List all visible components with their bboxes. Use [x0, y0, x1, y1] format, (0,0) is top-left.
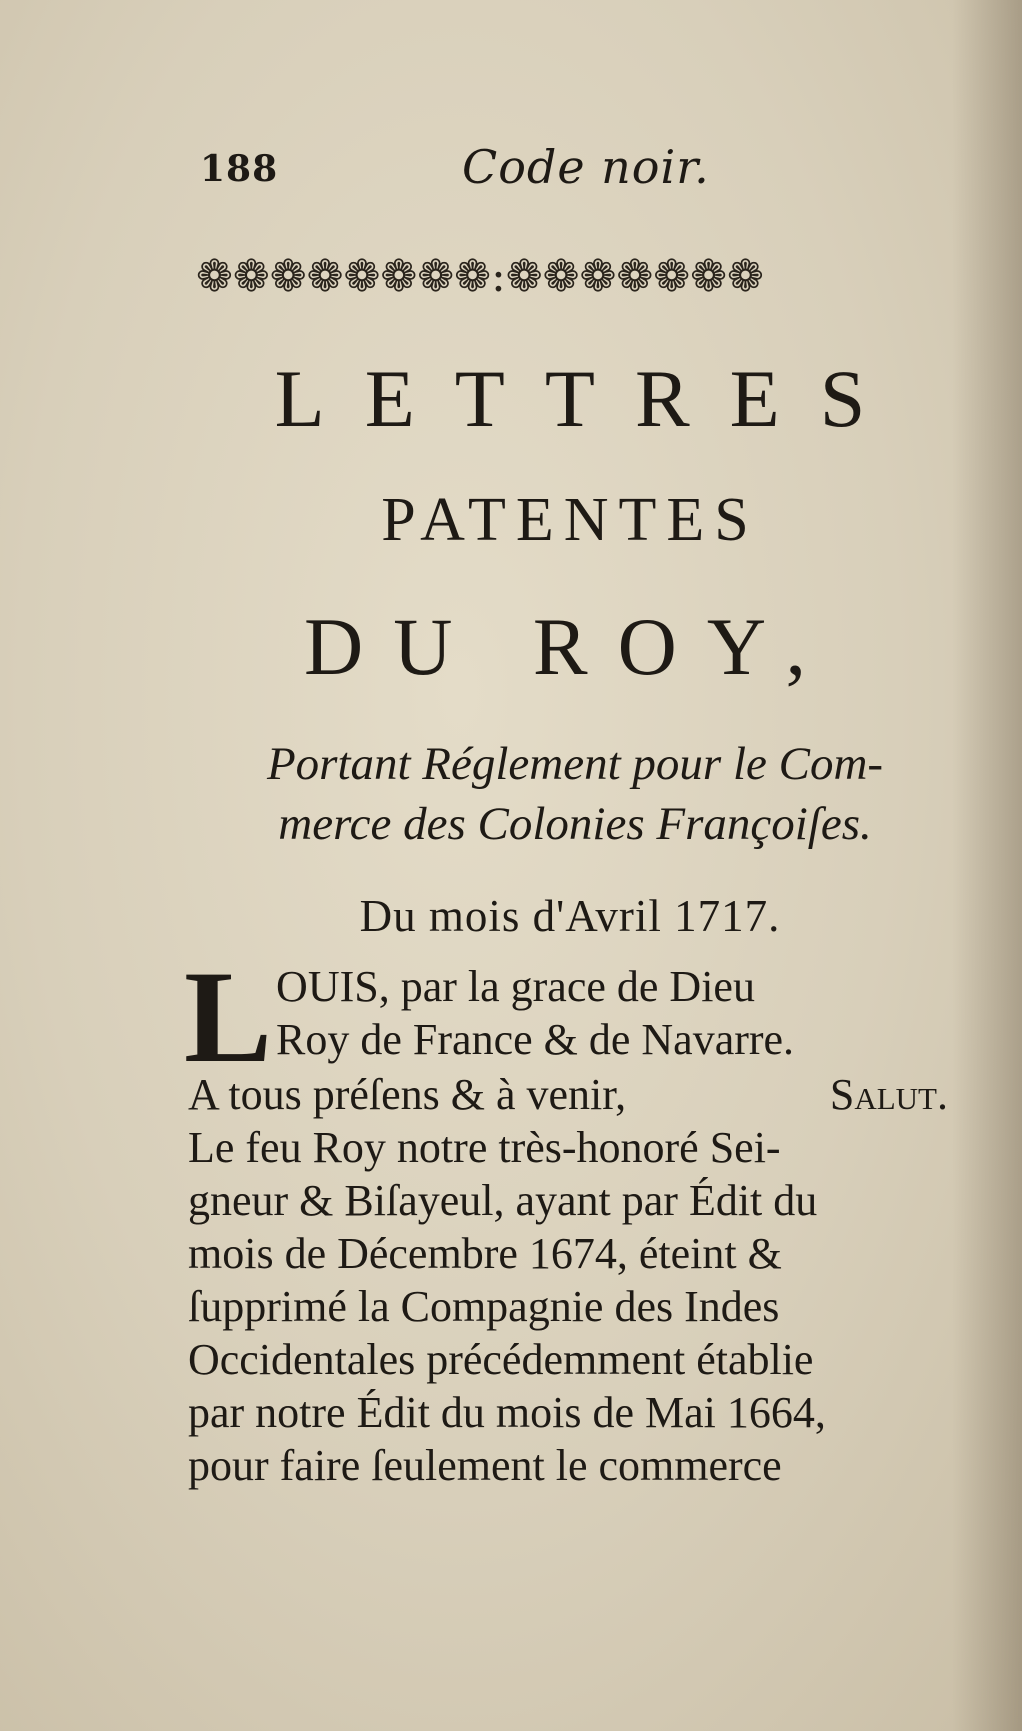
- decorative-ornament-band: ❁❁❁❁❁❁❁❁:❁❁❁❁❁❁❁: [196, 250, 764, 302]
- subtitle: [190, 734, 960, 854]
- salut-word: Salut.: [829, 1070, 948, 1119]
- body-line-3-text: A tous préſens & à venir,: [188, 1070, 627, 1119]
- body-line-7-text: ſupprimé la Compagnie des Indes: [188, 1282, 780, 1331]
- body-line-9-text: par notre Édit du mois de Mai 1664,: [188, 1388, 826, 1437]
- title-line-du-roy: DU ROY,: [304, 601, 836, 692]
- running-title: Code noir.: [462, 140, 710, 194]
- page-number: 188: [200, 148, 279, 190]
- title-line-lettres: LETTRES: [274, 353, 906, 444]
- body-line-5-text: gneur & Biſayeul, ayant par Édit du: [188, 1176, 818, 1225]
- subtitle-line-1: Portant Réglement pour le Com-: [266, 738, 884, 790]
- body-line-4-text: Le feu Roy notre très-honoré Sei-: [188, 1123, 781, 1172]
- body-line-3: [188, 1068, 948, 1121]
- title-line-patentes: PATENTES: [381, 486, 759, 554]
- body-line-1: [276, 960, 948, 1013]
- body-line-2-text: Roy de France & de Navarre.: [276, 1015, 795, 1064]
- body-line-6-text: mois de Décembre 1674, éteint &: [188, 1229, 782, 1278]
- body-line-7: [188, 1280, 948, 1333]
- body-line-9: [188, 1386, 948, 1439]
- subtitle-line-2: merce des Colonies Françoiſes.: [278, 798, 872, 850]
- body-line-6: [188, 1227, 948, 1280]
- body-line-10: [188, 1439, 948, 1492]
- body-line-10-text: pour faire ſeulement le commerce: [188, 1441, 782, 1490]
- body-line-5: [188, 1174, 948, 1227]
- body-line-4: [188, 1121, 948, 1174]
- body-line-2: [276, 1013, 948, 1066]
- drop-cap: L: [184, 943, 273, 1090]
- date-line: Du mois d'Avril 1717.: [359, 891, 781, 941]
- body-line-1-text: OUIS, par la grace de Dieu: [276, 962, 755, 1011]
- running-head: [200, 140, 960, 200]
- body-line-8-text: Occidentales précédemment établie: [188, 1335, 814, 1384]
- body-line-8: [188, 1333, 948, 1386]
- body-text: [184, 943, 948, 1492]
